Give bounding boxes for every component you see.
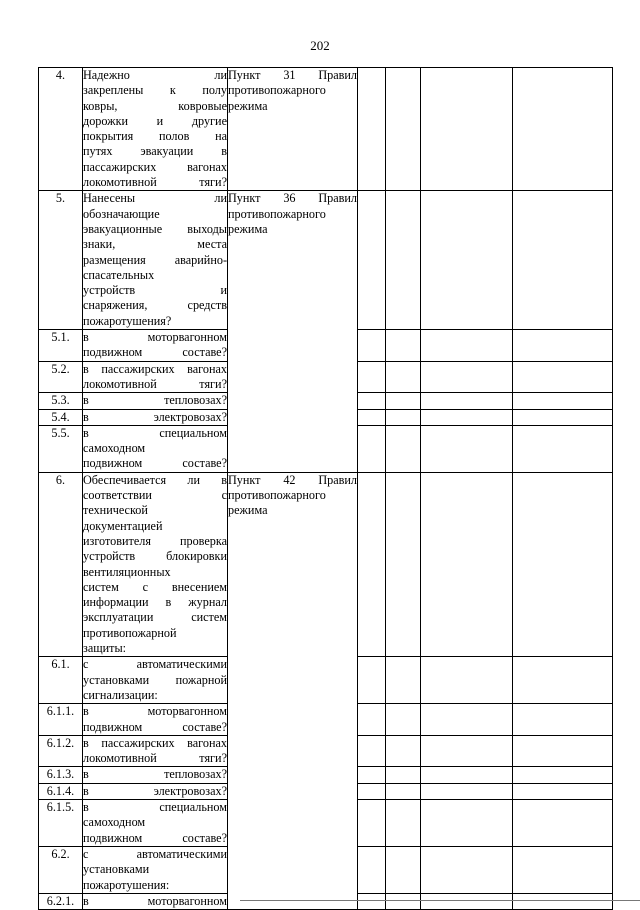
question-cell	[83, 425, 228, 472]
blank-answer-cell	[421, 393, 513, 409]
checklist-table	[38, 67, 613, 910]
blank-answer-cell	[358, 657, 386, 704]
item-number: 6.2.1.	[39, 893, 83, 909]
question-cell	[83, 704, 228, 736]
blank-answer-cell	[421, 657, 513, 704]
question-line: в электровозах?	[83, 409, 227, 424]
reference-line: Пункт 31 Правил	[228, 68, 357, 82]
blank-answer-cell	[358, 472, 386, 657]
blank-answer-cell	[513, 783, 613, 799]
item-number: 5.	[39, 191, 83, 330]
table-row	[39, 191, 613, 330]
blank-answer-cell	[513, 767, 613, 783]
item-number: 6.1.3.	[39, 767, 83, 783]
blank-answer-cell	[386, 330, 421, 362]
question-line: локомотивной тяги?	[83, 175, 227, 190]
question-cell	[83, 393, 228, 409]
question-line: изготовителя проверка	[83, 533, 227, 548]
blank-answer-cell	[358, 425, 386, 472]
question-line: в моторвагонном	[83, 704, 227, 719]
blank-answer-cell	[513, 361, 613, 393]
item-number: 6.1.4.	[39, 783, 83, 799]
blank-answer-cell	[513, 393, 613, 409]
table-row	[39, 472, 613, 657]
blank-answer-cell	[358, 704, 386, 736]
question-cell	[83, 68, 228, 191]
blank-answer-cell	[358, 409, 386, 425]
blank-answer-cell	[358, 783, 386, 799]
blank-answer-cell	[358, 767, 386, 783]
question-cell	[83, 409, 228, 425]
question-line: знаки, места	[83, 237, 227, 252]
blank-answer-cell	[421, 330, 513, 362]
question-line: установками	[83, 862, 150, 877]
blank-answer-cell	[513, 425, 613, 472]
blank-answer-cell	[513, 846, 613, 893]
blank-answer-cell	[386, 846, 421, 893]
blank-answer-cell	[358, 68, 386, 191]
question-line: локомотивной тяги?	[83, 376, 227, 391]
question-line: систем с внесением	[83, 579, 227, 594]
blank-answer-cell	[358, 361, 386, 393]
reference-line: противопожарного	[228, 206, 326, 221]
blank-answer-cell	[386, 783, 421, 799]
item-number: 5.2.	[39, 361, 83, 393]
blank-answer-cell	[421, 735, 513, 767]
blank-answer-cell	[358, 330, 386, 362]
question-line: пожаротушения:	[83, 877, 170, 892]
blank-answer-cell	[513, 191, 613, 330]
item-number: 4.	[39, 68, 83, 191]
item-number: 5.1.	[39, 330, 83, 362]
blank-answer-cell	[386, 704, 421, 736]
question-cell	[83, 657, 228, 704]
blank-answer-cell	[513, 735, 613, 767]
blank-answer-cell	[421, 704, 513, 736]
blank-answer-cell	[421, 893, 513, 909]
question-line: Обеспечивается ли в	[83, 472, 227, 487]
blank-answer-cell	[421, 472, 513, 657]
item-number: 5.3.	[39, 393, 83, 409]
blank-answer-cell	[513, 472, 613, 657]
item-number: 6.	[39, 472, 83, 657]
reference-line: Пункт 42 Правил	[228, 472, 357, 487]
blank-answer-cell	[421, 846, 513, 893]
blank-answer-cell	[358, 393, 386, 409]
table-row	[39, 68, 613, 191]
question-line: размещения аварийно-	[83, 252, 227, 267]
blank-answer-cell	[386, 767, 421, 783]
question-line: соответствии с	[83, 488, 227, 503]
question-cell	[83, 846, 228, 893]
blank-answer-cell	[386, 191, 421, 330]
question-line: путях эвакуации в	[83, 144, 227, 159]
question-line: в тепловозах?	[83, 767, 227, 782]
question-line: вентиляционных	[83, 564, 171, 579]
question-line: подвижном составе?	[83, 345, 227, 360]
blank-answer-cell	[386, 393, 421, 409]
item-number: 5.5.	[39, 425, 83, 472]
reference-line: режима	[228, 221, 268, 236]
blank-answer-cell	[421, 767, 513, 783]
question-cell	[83, 735, 228, 767]
question-line: в специальном	[83, 800, 227, 815]
blank-answer-cell	[421, 800, 513, 847]
reference-line: Пункт 36 Правил	[228, 191, 357, 206]
question-line: обозначающие	[83, 206, 160, 221]
blank-answer-cell	[358, 846, 386, 893]
item-number: 6.1.2.	[39, 735, 83, 767]
question-cell	[83, 893, 228, 909]
blank-answer-cell	[513, 893, 613, 909]
question-line: в тепловозах?	[83, 393, 227, 408]
blank-answer-cell	[386, 68, 421, 191]
question-line: эксплуатации систем	[83, 610, 227, 625]
question-line: в специальном	[83, 425, 227, 440]
question-line: подвижном составе?	[83, 456, 227, 471]
blank-answer-cell	[421, 783, 513, 799]
blank-answer-cell	[386, 657, 421, 704]
item-number: 6.1.5.	[39, 800, 83, 847]
item-number: 6.1.1.	[39, 704, 83, 736]
reference-cell	[358, 893, 386, 909]
blank-answer-cell	[421, 361, 513, 393]
question-line: в моторвагонном	[83, 893, 227, 908]
question-line: в моторвагонном	[83, 330, 227, 345]
question-line: спасательных	[83, 267, 155, 282]
blank-answer-cell	[421, 409, 513, 425]
reference-cell	[228, 68, 358, 191]
blank-answer-cell	[358, 800, 386, 847]
item-number: 5.4.	[39, 409, 83, 425]
question-line: с автоматическими	[83, 657, 227, 672]
question-line: снаряжения, средств	[83, 298, 227, 313]
question-line: документацией	[83, 518, 163, 533]
reference-line: противопожарного	[228, 83, 326, 98]
question-line: технической	[83, 503, 148, 518]
blank-answer-cell	[513, 409, 613, 425]
reference-cell	[228, 191, 358, 472]
blank-answer-cell	[513, 657, 613, 704]
blank-answer-cell	[513, 330, 613, 362]
blank-answer-cell	[421, 425, 513, 472]
question-line: в электровозах?	[83, 783, 227, 798]
question-line: ковры, ковровые	[83, 98, 227, 113]
question-line: с автоматическими	[83, 846, 227, 861]
blank-answer-cell	[358, 735, 386, 767]
question-cell	[83, 783, 228, 799]
blank-answer-cell	[386, 472, 421, 657]
blank-answer-cell	[386, 893, 421, 909]
question-cell	[83, 191, 228, 330]
question-line: подвижном составе?	[83, 830, 227, 845]
blank-answer-cell	[421, 68, 513, 191]
blank-answer-cell	[358, 191, 386, 330]
blank-answer-cell	[386, 361, 421, 393]
blank-answer-cell	[421, 191, 513, 330]
question-line: эвакуационные выходы	[83, 221, 227, 236]
question-line: дорожки и другие	[83, 113, 227, 128]
reference-line: режима	[228, 503, 268, 518]
question-line: установками пожарной	[83, 672, 227, 687]
question-line: Нанесены ли	[83, 191, 227, 206]
question-line: покрытия полов на	[83, 129, 227, 144]
reference-line: режима	[228, 98, 268, 113]
question-cell	[83, 361, 228, 393]
question-cell	[83, 800, 228, 847]
question-line: самоходном	[83, 441, 146, 456]
question-line: в пассажирских вагонах	[83, 361, 227, 376]
question-line: пожаротушения?	[83, 313, 172, 328]
question-line: информации в журнал	[83, 595, 227, 610]
question-line: закреплены к полу	[83, 83, 227, 98]
question-line: защиты:	[83, 640, 127, 655]
page-number: 202	[310, 38, 330, 53]
blank-answer-cell	[513, 68, 613, 191]
question-line: сигнализации:	[83, 687, 158, 702]
blank-answer-cell	[386, 409, 421, 425]
question-line: устройств и	[83, 283, 227, 298]
question-line: Надежно ли	[83, 68, 227, 82]
question-line: устройств блокировки	[83, 549, 227, 564]
blank-answer-cell	[386, 425, 421, 472]
question-line: подвижном составе?	[83, 719, 227, 734]
question-line: пассажирских вагонах	[83, 159, 227, 174]
question-cell	[83, 767, 228, 783]
reference-line: противопожарного	[228, 488, 326, 503]
blank-answer-cell	[386, 735, 421, 767]
reference-cell	[228, 472, 358, 909]
item-number: 6.2.	[39, 846, 83, 893]
bottom-rule	[240, 900, 640, 901]
question-line: в пассажирских вагонах	[83, 735, 227, 750]
blank-answer-cell	[386, 800, 421, 847]
question-cell	[83, 472, 228, 657]
blank-answer-cell	[513, 704, 613, 736]
question-line: противопожарной	[83, 625, 177, 640]
item-number: 6.1.	[39, 657, 83, 704]
question-line: локомотивной тяги?	[83, 751, 227, 766]
blank-answer-cell	[513, 800, 613, 847]
question-line: самоходном	[83, 815, 146, 830]
question-cell	[83, 330, 228, 362]
